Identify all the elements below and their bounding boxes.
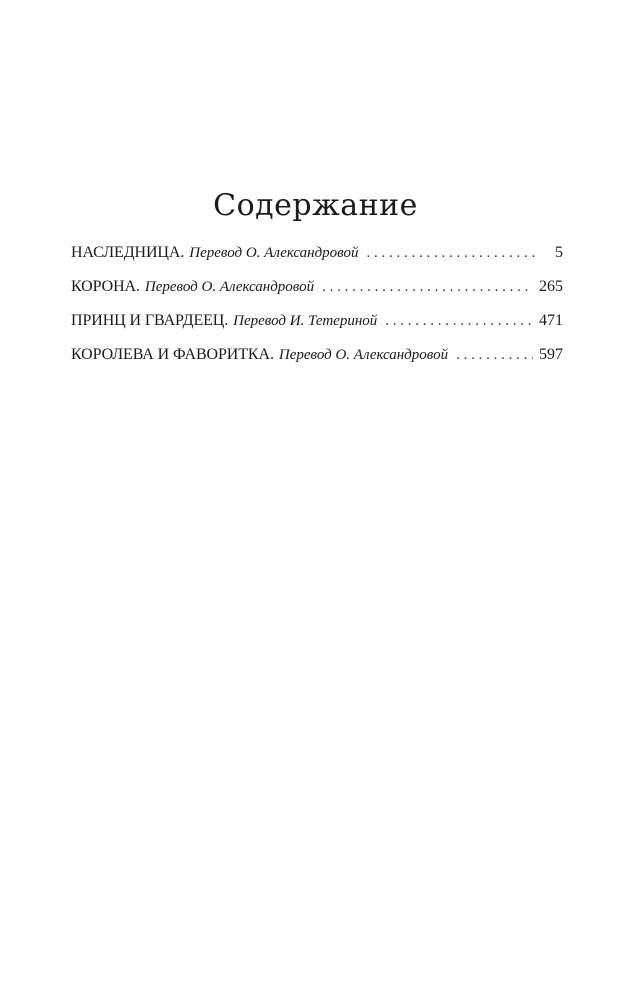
- toc-entry-page-number: 5: [555, 244, 563, 261]
- toc-entry-title: КОРОЛЕВА И ФАВОРИТКА.: [71, 346, 274, 363]
- page-title: Содержание: [213, 188, 418, 224]
- toc-entry-title: КОРОНА.: [71, 278, 140, 295]
- table-of-contents: [71, 244, 563, 380]
- toc-entry[interactable]: [71, 346, 563, 380]
- toc-entry-page-number: 471: [539, 312, 563, 329]
- toc-entry-page-number: 265: [539, 278, 563, 295]
- toc-entry-title: НАСЛЕДНИЦА.: [71, 244, 185, 261]
- toc-entry-translator: Перевод О. Александровой: [278, 347, 449, 363]
- dot-leader: [322, 279, 533, 296]
- toc-entry-translator: Перевод О. Александровой: [144, 279, 315, 295]
- dot-leader: [456, 347, 533, 364]
- toc-entry-title: ПРИНЦ И ГВАРДЕЕЦ.: [71, 312, 229, 329]
- toc-entry[interactable]: [71, 244, 563, 278]
- toc-entry-page-number: 597: [539, 346, 563, 363]
- toc-entry[interactable]: [71, 312, 563, 346]
- toc-entry-translator: Перевод И. Тетериной: [233, 313, 378, 329]
- dot-leader: [366, 245, 535, 262]
- dot-leader: [385, 313, 533, 330]
- toc-entry[interactable]: [71, 278, 563, 312]
- toc-entry-translator: Перевод О. Александровой: [189, 245, 359, 261]
